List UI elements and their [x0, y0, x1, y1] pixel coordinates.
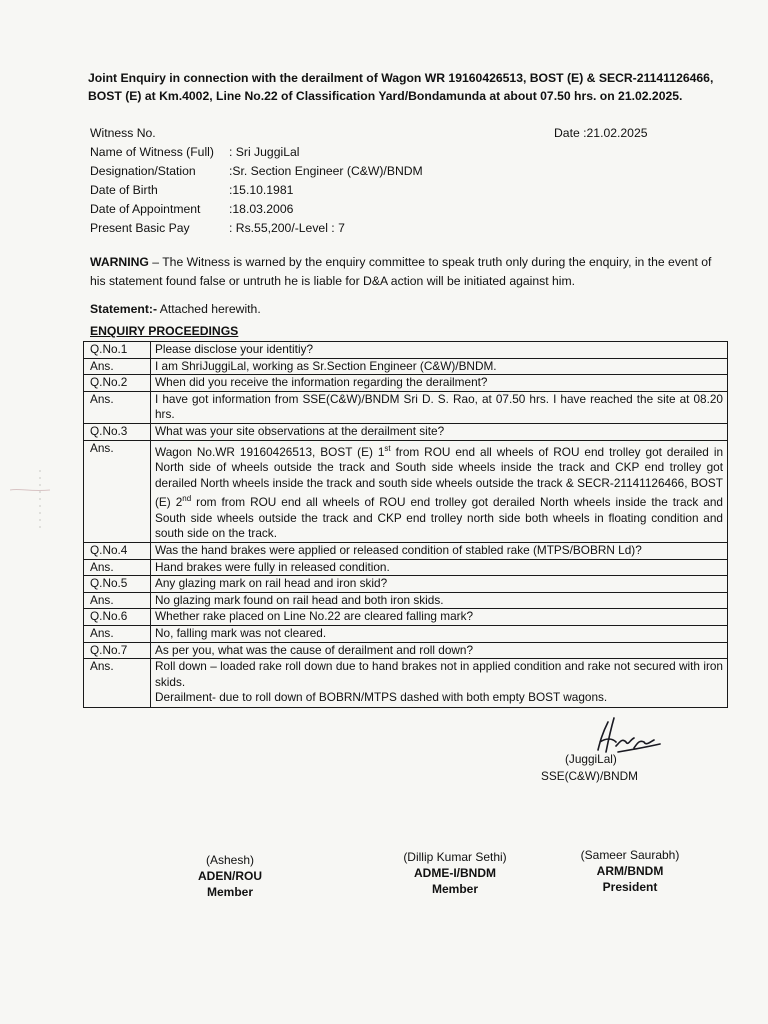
warning-label: WARNING: [90, 255, 149, 269]
signatory-name: (JuggiLal): [565, 752, 617, 766]
member-name: (Sameer Saurabh): [580, 848, 680, 862]
question-number: Q.No.6: [84, 609, 151, 626]
answer-label: Ans.: [84, 659, 151, 708]
question-number: Q.No.4: [84, 542, 151, 559]
witness-value: :18.03.2006: [229, 202, 294, 216]
witness-row: [90, 200, 650, 219]
table-row: [84, 642, 728, 659]
answer-text: No, falling mark was not cleared.: [151, 625, 728, 642]
question-text: Any glazing mark on rail head and iron skid?: [151, 576, 728, 593]
member-post: ADEN/ROU: [197, 869, 262, 883]
member-role: Member: [431, 882, 478, 896]
document-heading: Joint Enquiry in connection with the derailment of Wagon WR 19160426513, BOST (E) & SECR-21141126466, BOST (E) at Km.4002, Line No.22 of Classification Yard/Bondamunda at about 07.50 hrs. on 21.02.2025.: [88, 71, 714, 103]
witness-label: Witness No.: [90, 126, 156, 140]
table-row: [84, 659, 728, 708]
answer-text: [151, 440, 728, 542]
member-role: Member: [206, 885, 253, 899]
answer-label: Ans.: [84, 592, 151, 609]
answer-text: No glazing mark found on rail head and both iron skids.: [151, 592, 728, 609]
answer-line: Derailment- due to roll down of BOBRN/MTPS dashed with both empty BOST wagons.: [155, 690, 608, 705]
answer-label: Ans.: [84, 440, 151, 542]
enquiry-date: Date :21.02.2025: [554, 126, 648, 140]
proceedings-title: ENQUIRY PROCEEDINGS: [90, 324, 239, 338]
witness-row: [90, 181, 650, 200]
member-name: (Dillip Kumar Sethi): [403, 850, 507, 864]
question-text: When did you receive the information regarding the derailment?: [151, 375, 728, 392]
table-row: [84, 542, 728, 559]
question-number: Q.No.7: [84, 642, 151, 659]
answer-text: [151, 659, 728, 708]
witness-label: Name of Witness (Full): [90, 145, 214, 159]
answer-label: Ans.: [84, 358, 151, 375]
table-row: [84, 423, 728, 440]
table-row: [84, 375, 728, 392]
committee-member: [560, 847, 700, 895]
bleed-through-mark: [10, 470, 70, 530]
witness-label: Designation/Station: [90, 164, 196, 178]
witness-row: [90, 162, 650, 181]
statement-line: [90, 300, 261, 319]
member-name: (Ashesh): [205, 853, 255, 867]
table-row: [84, 592, 728, 609]
witness-label: Present Basic Pay: [90, 221, 190, 235]
witness-value: : Sri JuggiLal: [229, 145, 300, 159]
warning-paragraph: [90, 253, 730, 291]
member-post: ADME-I/BNDM: [414, 866, 496, 880]
table-row: [84, 559, 728, 576]
question-text: Please disclose your identitiy?: [151, 342, 728, 359]
table-row: [84, 625, 728, 642]
superscript: st: [384, 443, 391, 453]
answer-label: Ans.: [84, 559, 151, 576]
signatory-designation: SSE(C&W)/BNDM: [541, 769, 638, 783]
answer-text-part: Wagon No.WR 19160426513, BOST (E) 1: [155, 444, 385, 459]
answer-text: I am ShriJuggiLal, working as Sr.Section Engineer (C&W)/BNDM.: [151, 358, 728, 375]
answer-text-part: rom from ROU end all wheels of ROU end trolley got derailed North wheels inside the track and South side wheels outside the track and CKP end trolley north side both wheels in floating condition and south side on the track.: [155, 495, 723, 541]
question-number: Q.No.2: [84, 375, 151, 392]
proceedings-table: [83, 341, 728, 708]
question-number: Q.No.5: [84, 576, 151, 593]
warning-text: – The Witness is warned by the enquiry committee to speak truth only during the enquiry, in the event of his statement found false or untruth he is liable for D&A action will be initiated against him.: [90, 255, 712, 288]
table-row: [84, 440, 728, 542]
witness-value: : Rs.55,200/-Level : 7: [229, 221, 345, 235]
superscript: nd: [182, 494, 192, 504]
statement-text: Attached herewith.: [157, 302, 261, 316]
witness-label: Date of Appointment: [90, 202, 201, 216]
committee-member: [380, 849, 530, 897]
question-number: Q.No.3: [84, 423, 151, 440]
answer-line: Roll down – loaded rake roll down due to hand brakes not in applied condition and rake not secured with iron skids.: [155, 659, 723, 689]
table-row: [84, 609, 728, 626]
statement-label: Statement:-: [90, 302, 158, 316]
question-number: Q.No.1: [84, 342, 151, 359]
answer-label: Ans.: [84, 625, 151, 642]
question-text: What was your site observations at the derailment site?: [151, 423, 728, 440]
witness-row: [90, 143, 650, 162]
committee-member: [170, 852, 290, 900]
table-row: [84, 358, 728, 375]
answer-text-part: from ROU end all wheels of ROU end trolley got derailed in North side of wheels outside the track and South side wheels inside the track and CKP end trolley got derailed North wheels inside the track and south side wheels outside the track & SECR-21141126466, BOST (E) 2: [155, 444, 724, 510]
question-text: Whether rake placed on Line No.22 are cleared falling mark?: [151, 609, 728, 626]
table-row: [84, 391, 728, 423]
table-row: [84, 576, 728, 593]
answer-label: Ans.: [84, 391, 151, 423]
witness-row: [90, 219, 650, 238]
question-text: As per you, what was the cause of derailment and roll down?: [151, 642, 728, 659]
witness-label: Date of Birth: [90, 183, 158, 197]
question-text: Was the hand brakes were applied or released condition of stabled rake (MTPS/BOBRN Ld)?: [151, 542, 728, 559]
answer-text: I have got information from SSE(C&W)/BNDM Sri D. S. Rao, at 07.50 hrs. I have reached the site at 08.20 hrs.: [151, 391, 728, 423]
table-row: [84, 342, 728, 359]
witness-value: :15.10.1981: [229, 183, 294, 197]
answer-text: Hand brakes were fully in released condition.: [151, 559, 728, 576]
member-post: ARM/BNDM: [596, 864, 664, 878]
witness-value: :Sr. Section Engineer (C&W)/BNDM: [229, 164, 423, 178]
member-role: President: [602, 880, 658, 894]
